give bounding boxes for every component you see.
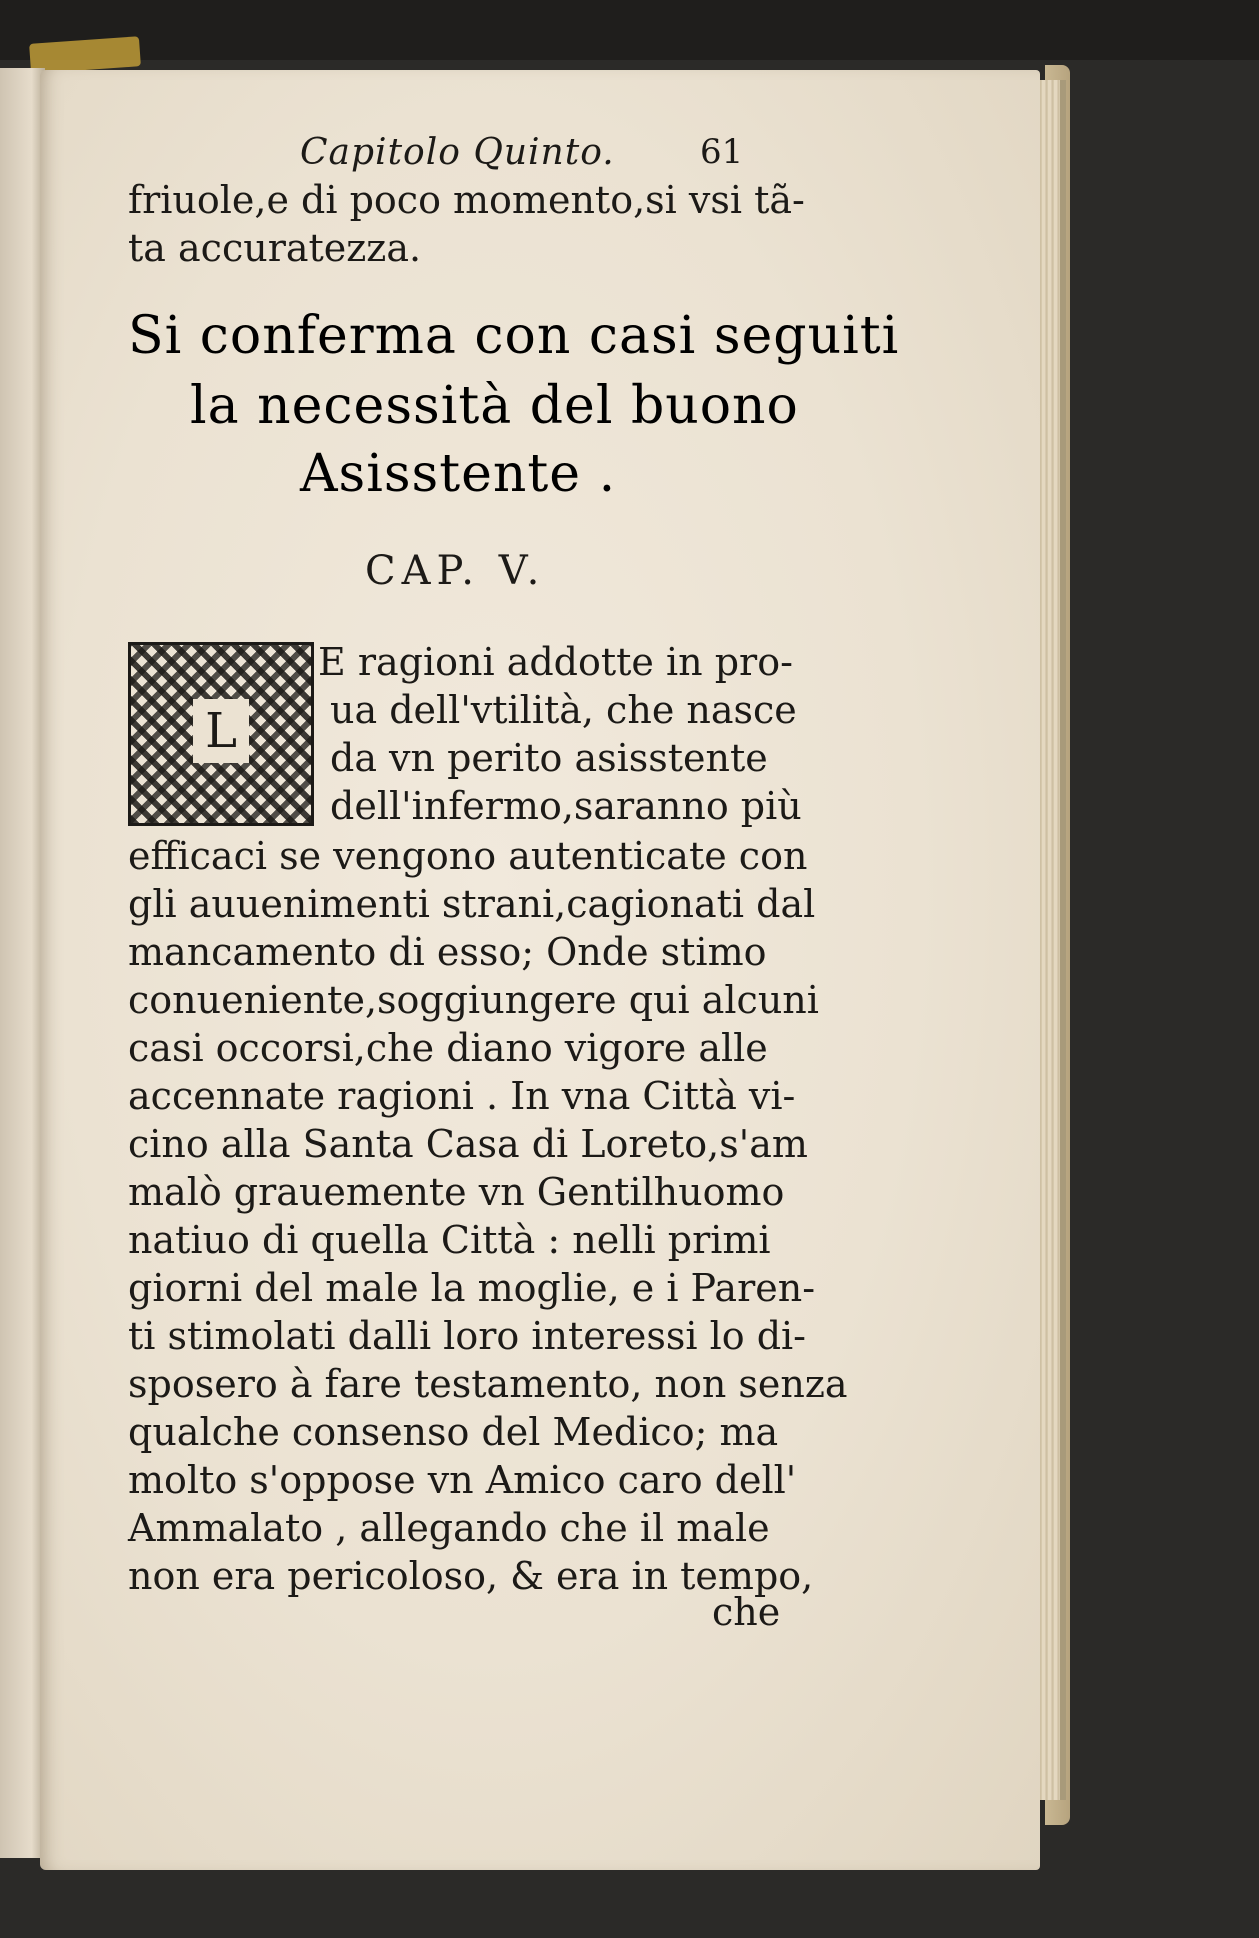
text-line: conueniente,soggiungere qui alcuni [128, 978, 819, 1022]
heading-line: Si conferma con casi seguiti [128, 306, 900, 366]
heading-line: Asisstente . [300, 444, 617, 504]
heading-line: la necessità del buono [190, 376, 799, 436]
text-line: molto s'oppose vn Amico caro dell' [128, 1458, 797, 1502]
text-line: qualche consenso del Medico; ma [128, 1410, 779, 1454]
text-line: efficaci se vengono autenticate con [128, 834, 808, 878]
text-line: natiuo di quella Città : nelli primi [128, 1218, 771, 1262]
text-line: non era pericoloso, & era in tempo, [128, 1554, 814, 1598]
chapter-label: CAP. V. [365, 548, 546, 594]
text-line: malò grauemente vn Gentilhuomo [128, 1170, 785, 1214]
page-number: 61 [700, 132, 744, 172]
decorated-initial [128, 642, 314, 826]
intro-line: friuole,e di poco momento,si vsi tã- [128, 178, 805, 222]
text-line: Ammalato , allegando che il male [128, 1506, 770, 1550]
text-line: mancamento di esso; Onde stimo [128, 930, 767, 974]
text-line: accennate ragioni . In vna Città vi- [128, 1074, 796, 1118]
text-line: casi occorsi,che diano vigore alle [128, 1026, 768, 1070]
running-head: Capitolo Quinto. [300, 132, 615, 173]
text-line: ti stimolati dalli loro interessi lo di- [128, 1314, 807, 1358]
text-line: sposero à fare testamento, non senza [128, 1362, 848, 1406]
facing-page-edge [0, 68, 45, 1858]
text-line: cino alla Santa Casa di Loreto,s'am [128, 1122, 808, 1166]
text-line: da vn perito asisstente [330, 736, 768, 780]
background [0, 0, 1259, 60]
text-line: E ragioni addotte in pro- [318, 640, 793, 684]
catchword: che [712, 1590, 781, 1634]
text-line: ua dell'vtilità, che nasce [330, 688, 797, 732]
text-line: giorni del male la moglie, e i Paren- [128, 1266, 816, 1310]
text-line: gli auuenimenti strani,cagionati dal [128, 882, 816, 926]
initial-letter: L [193, 699, 249, 763]
intro-line: ta accuratezza. [128, 226, 422, 270]
text-line: dell'infermo,saranno più [330, 784, 802, 828]
binding-tape [29, 36, 141, 74]
